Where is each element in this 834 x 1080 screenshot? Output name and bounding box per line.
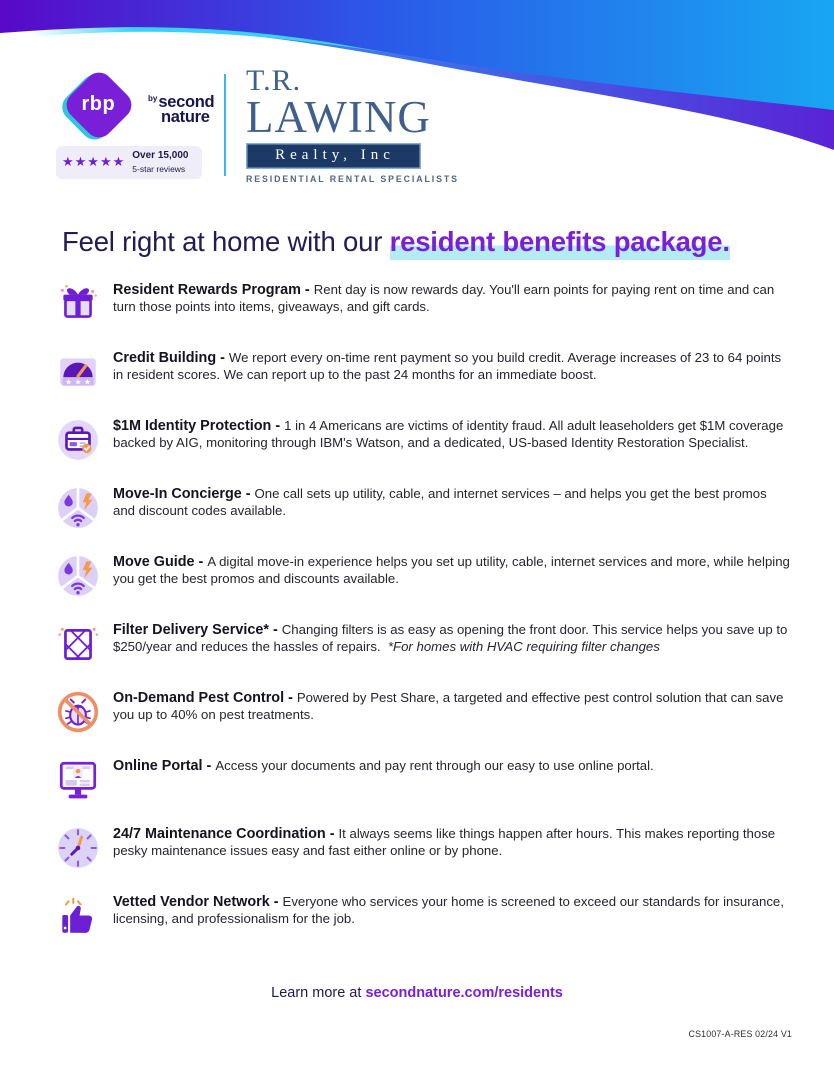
list-item <box>55 417 792 463</box>
benefit-text <box>113 690 792 723</box>
svg-text:★: ★ <box>83 377 91 387</box>
benefit-text <box>113 758 654 775</box>
by-label: by <box>148 94 158 103</box>
gift-icon <box>55 281 101 327</box>
tr-lawing-tagline: RESIDENTIAL RENTAL SPECIALISTS <box>246 174 459 184</box>
air-filter-icon <box>55 621 101 667</box>
benefits-list <box>55 281 792 939</box>
benefit-title: Move-In Concierge - <box>113 486 255 502</box>
benefit-description: Changing filters is as easy as opening the front door. This service helps you save up to $250/year and reduces the hassles of repairs. <box>113 622 792 654</box>
benefit-text <box>113 350 792 383</box>
benefit-title: Filter Delivery Service* - <box>113 622 282 638</box>
benefit-title: 24/7 Maintenance Coordination - <box>113 826 339 842</box>
benefit-title: Move Guide - <box>113 554 208 570</box>
list-item <box>55 893 792 939</box>
benefit-text <box>113 282 792 315</box>
benefit-title: On-Demand Pest Control - <box>113 690 297 706</box>
rbp-logo-label: rbp <box>81 93 116 116</box>
benefit-description: Everyone who services your home is screened to exceed our standards for insurance, licensing, and professionalism for the job. <box>113 894 788 926</box>
logo-divider <box>224 74 226 176</box>
rbp-logo-icon <box>60 66 138 144</box>
benefit-description: Powered by Pest Share, a targeted and effective pest control solution that can save you up to 40% on pest treatments. <box>113 690 788 722</box>
footer <box>0 985 834 1001</box>
benefit-text <box>113 894 792 927</box>
benefit-text <box>113 486 792 519</box>
no-pests-icon <box>55 689 101 735</box>
benefit-text <box>113 554 792 587</box>
benefit-note: *For homes with HVAC requiring filter changes <box>387 638 660 654</box>
list-item <box>55 689 792 735</box>
svg-text:★: ★ <box>65 377 73 387</box>
logo-band <box>56 66 459 184</box>
second-nature-wordmark: $^{by}$second nature <box>148 93 215 126</box>
headline-prefix: Feel right at home with our <box>62 226 390 257</box>
reviews-count: Over 15,000 <box>132 150 189 161</box>
benefit-title: Credit Building - <box>113 350 229 366</box>
tr-lawing-name: LAWING <box>246 92 431 142</box>
reviews-badge <box>56 146 202 179</box>
tr-lawing-initials: T.R. <box>246 64 302 97</box>
headline-highlight: resident benefits package. <box>390 226 730 260</box>
utilities-circle-icon <box>55 485 101 531</box>
list-item <box>55 281 792 327</box>
benefit-description: A digital move-in experience helps you set up utility, cable, internet services and more, while helping you get the best promos and discounts available. <box>113 554 794 586</box>
clock-icon <box>55 825 101 871</box>
benefit-description: One call sets up utility, cable, and internet services – and helps you get the best promos and discount codes available. <box>113 486 771 518</box>
document-code: CS1007-A-RES 02/24 V1 <box>688 1029 792 1039</box>
realty-inc-banner: Realty, Inc <box>246 143 421 169</box>
utilities-circle-icon <box>55 553 101 599</box>
benefit-text <box>113 826 792 859</box>
benefit-description: Rent day is now rewards day. You'll earn points for paying rent on time and can turn those points into items, giveaways, and gift cards. <box>113 282 778 314</box>
benefit-title: Online Portal - <box>113 758 216 774</box>
credit-score-gauge-icon <box>55 349 101 395</box>
list-item <box>55 621 792 667</box>
footer-prefix: Learn more at <box>271 985 366 1001</box>
svg-text:★: ★ <box>74 377 82 387</box>
benefit-text <box>113 622 792 655</box>
list-item <box>55 757 792 803</box>
identity-protection-icon <box>55 417 101 463</box>
page-title <box>62 226 798 258</box>
benefit-title: $1M Identity Protection - <box>113 418 285 434</box>
benefit-text <box>113 418 792 451</box>
list-item <box>55 553 792 599</box>
list-item <box>55 485 792 531</box>
benefit-description: We report every on-time rent payment so you build credit. Average increases of 23 to 64 points in resident scores. We can report up to the past 24 months for an immediate boost. <box>113 350 785 382</box>
rbp-logo-block <box>56 66 215 179</box>
online-portal-monitor-icon <box>55 757 101 803</box>
thumbs-up-icon <box>55 893 101 939</box>
benefit-description: Access your documents and pay rent through our easy to use online portal. <box>215 758 654 773</box>
benefit-description: It always seems like things happen after hours. This makes reporting those pesky maintenance issues easy and fast either online or by phone. <box>113 826 779 858</box>
residents-link[interactable]: secondnature.com/residents <box>365 985 563 1001</box>
benefit-title: Vetted Vendor Network - <box>113 894 283 910</box>
list-item <box>55 349 792 395</box>
tr-lawing-logo <box>246 66 459 184</box>
benefit-description: 1 in 4 Americans are victims of identity fraud. All adult leaseholders get $1M coverage backed by AIG, monitoring through IBM's Watson, and a dedicated, US-based Identity Restoration Specialist. <box>113 418 787 450</box>
benefit-title: Resident Rewards Program - <box>113 282 314 298</box>
five-stars-icon: ★★★★★ <box>62 154 126 170</box>
list-item <box>55 825 792 871</box>
reviews-label: 5-star reviews <box>132 163 186 174</box>
